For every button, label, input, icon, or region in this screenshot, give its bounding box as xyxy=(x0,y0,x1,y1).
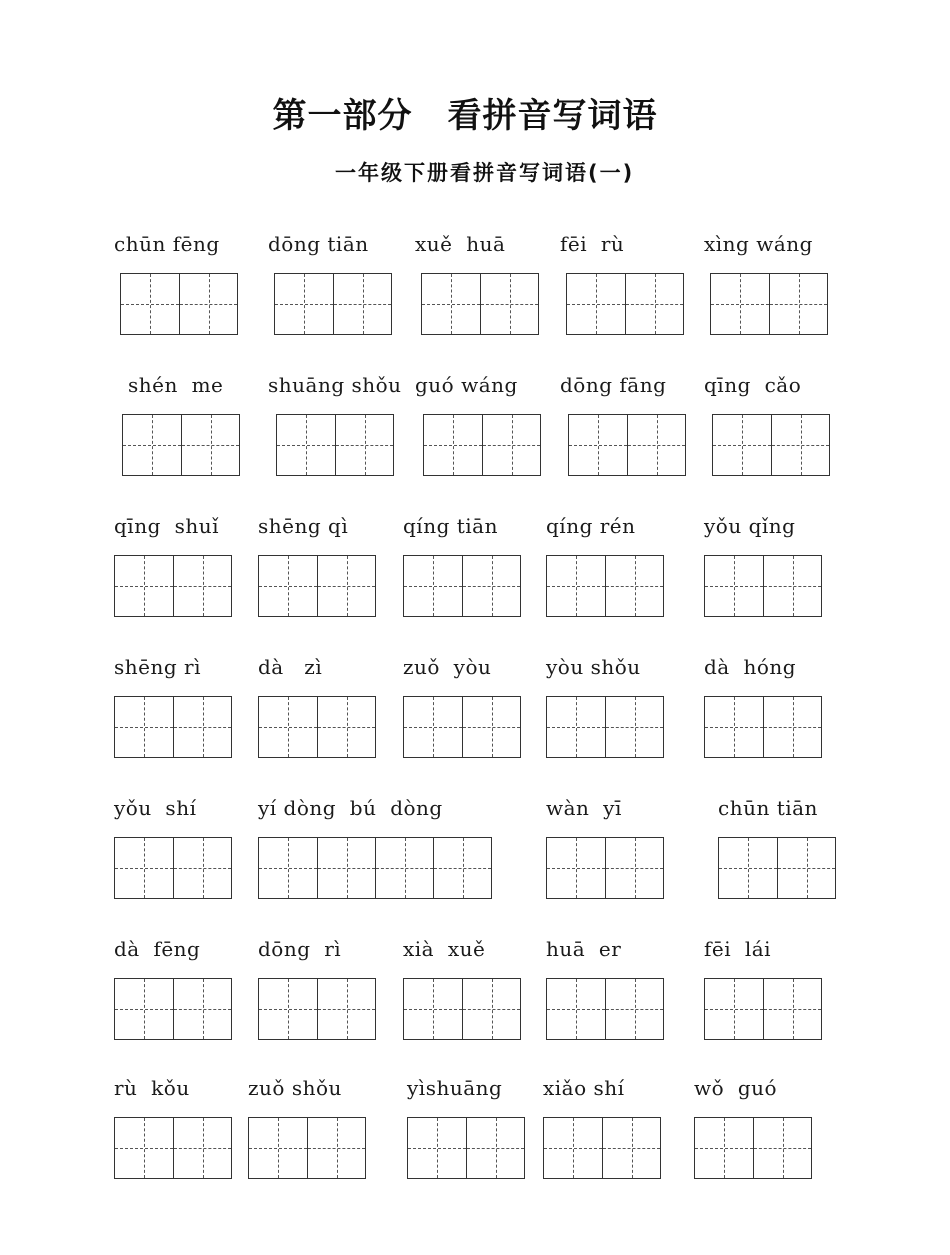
writing-grid[interactable] xyxy=(403,555,521,617)
tianzige-cell[interactable] xyxy=(333,274,391,334)
pinyin-label: huā er xyxy=(546,937,622,961)
writing-grid[interactable] xyxy=(718,837,836,899)
pinyin-label: zuǒ shǒu xyxy=(248,1076,342,1100)
tianzige-cell[interactable] xyxy=(605,838,663,898)
pinyin-label: qīng shuǐ xyxy=(114,514,220,538)
tianzige-cell[interactable] xyxy=(771,415,829,475)
writing-grid[interactable] xyxy=(258,696,376,758)
writing-grid[interactable] xyxy=(421,273,539,335)
tianzige-cell[interactable] xyxy=(181,415,239,475)
pinyin-label: yí dòng bú dòng xyxy=(258,796,443,820)
tianzige-cell[interactable] xyxy=(705,979,763,1039)
tianzige-cell[interactable] xyxy=(424,415,482,475)
writing-grid[interactable] xyxy=(114,837,232,899)
writing-grid[interactable] xyxy=(546,555,664,617)
tianzige-cell[interactable] xyxy=(408,1118,466,1178)
tianzige-cell[interactable] xyxy=(115,838,173,898)
pinyin-label: shuāng shǒu xyxy=(268,373,402,397)
tianzige-cell[interactable] xyxy=(317,979,375,1039)
tianzige-cell[interactable] xyxy=(173,556,231,616)
pinyin-label: shēng qì xyxy=(258,514,349,538)
tianzige-cell[interactable] xyxy=(462,979,520,1039)
tianzige-cell[interactable] xyxy=(173,979,231,1039)
writing-grid[interactable] xyxy=(568,414,686,476)
tianzige-cell[interactable] xyxy=(259,979,317,1039)
writing-grid[interactable] xyxy=(566,273,684,335)
tianzige-cell[interactable] xyxy=(711,274,769,334)
tianzige-cell[interactable] xyxy=(123,415,181,475)
pinyin-label: chūn fēng xyxy=(114,232,220,256)
writing-grid[interactable] xyxy=(704,696,822,758)
writing-grid[interactable] xyxy=(258,555,376,617)
tianzige-cell[interactable] xyxy=(719,838,777,898)
tianzige-cell[interactable] xyxy=(179,274,237,334)
writing-grid[interactable] xyxy=(403,696,521,758)
tianzige-cell[interactable] xyxy=(713,415,771,475)
pinyin-label: yǒu qǐng xyxy=(704,514,796,538)
writing-grid[interactable] xyxy=(546,837,664,899)
tianzige-cell[interactable] xyxy=(433,838,491,898)
tianzige-cell[interactable] xyxy=(480,274,538,334)
tianzige-cell[interactable] xyxy=(605,697,663,757)
pinyin-label: rù kǒu xyxy=(114,1076,190,1100)
tianzige-cell[interactable] xyxy=(404,556,462,616)
writing-grid[interactable] xyxy=(114,1117,232,1179)
writing-grid[interactable] xyxy=(114,555,232,617)
writing-grid[interactable] xyxy=(403,978,521,1040)
tianzige-cell[interactable] xyxy=(605,979,663,1039)
pinyin-label: yǒu shí xyxy=(114,796,197,820)
tianzige-cell[interactable] xyxy=(547,697,605,757)
writing-grid[interactable] xyxy=(543,1117,661,1179)
pinyin-label: dà hóng xyxy=(704,655,797,679)
tianzige-cell[interactable] xyxy=(115,1118,173,1178)
tianzige-cell[interactable] xyxy=(259,838,317,898)
pinyin-label: qíng tiān xyxy=(403,514,498,538)
pinyin-label: qíng rén xyxy=(546,514,636,538)
writing-grid[interactable] xyxy=(704,978,822,1040)
pinyin-label: dōng fāng xyxy=(560,373,667,397)
tianzige-cell[interactable] xyxy=(173,1118,231,1178)
pinyin-label: shén me xyxy=(128,373,224,397)
tianzige-cell[interactable] xyxy=(547,838,605,898)
tianzige-cell[interactable] xyxy=(769,274,827,334)
pinyin-label: fēi rù xyxy=(560,232,625,256)
pinyin-label: zuǒ yòu xyxy=(403,655,492,679)
tianzige-cell[interactable] xyxy=(121,274,179,334)
writing-grid[interactable] xyxy=(423,414,541,476)
writing-grid[interactable] xyxy=(546,696,664,758)
writing-grid[interactable] xyxy=(712,414,830,476)
tianzige-cell[interactable] xyxy=(249,1118,307,1178)
pinyin-label: xiǎo shí xyxy=(543,1076,625,1100)
writing-grid[interactable] xyxy=(274,273,392,335)
tianzige-cell[interactable] xyxy=(466,1118,524,1178)
tianzige-cell[interactable] xyxy=(335,415,393,475)
writing-grid[interactable] xyxy=(122,414,240,476)
tianzige-cell[interactable] xyxy=(605,556,663,616)
tianzige-cell[interactable] xyxy=(547,979,605,1039)
tianzige-cell[interactable] xyxy=(275,274,333,334)
writing-grid[interactable] xyxy=(258,978,376,1040)
writing-grid[interactable] xyxy=(710,273,828,335)
writing-grid[interactable] xyxy=(704,555,822,617)
tianzige-cell[interactable] xyxy=(173,838,231,898)
pinyin-label: qīng cǎo xyxy=(704,373,802,397)
pinyin-label: guó wáng xyxy=(415,373,518,397)
writing-grid[interactable] xyxy=(546,978,664,1040)
pinyin-label: fēi lái xyxy=(704,937,772,961)
tianzige-cell[interactable] xyxy=(317,556,375,616)
tianzige-cell[interactable] xyxy=(115,979,173,1039)
tianzige-cell[interactable] xyxy=(627,415,685,475)
tianzige-cell[interactable] xyxy=(462,556,520,616)
tianzige-cell[interactable] xyxy=(375,838,433,898)
tianzige-cell[interactable] xyxy=(602,1118,660,1178)
tianzige-cell[interactable] xyxy=(753,1118,811,1178)
tianzige-cell[interactable] xyxy=(317,697,375,757)
writing-grid[interactable] xyxy=(114,696,232,758)
tianzige-cell[interactable] xyxy=(569,415,627,475)
writing-grid[interactable] xyxy=(258,837,492,899)
pinyin-label: dà fēng xyxy=(114,937,201,961)
page-title: 第一部分 看拼音写词语 xyxy=(272,96,658,136)
tianzige-cell[interactable] xyxy=(115,556,173,616)
writing-grid[interactable] xyxy=(694,1117,812,1179)
tianzige-cell[interactable] xyxy=(695,1118,753,1178)
tianzige-cell[interactable] xyxy=(544,1118,602,1178)
pinyin-label: xìng wáng xyxy=(704,232,813,256)
tianzige-cell[interactable] xyxy=(307,1118,365,1178)
tianzige-cell[interactable] xyxy=(705,556,763,616)
tianzige-cell[interactable] xyxy=(422,274,480,334)
tianzige-cell[interactable] xyxy=(705,697,763,757)
tianzige-cell[interactable] xyxy=(277,415,335,475)
pinyin-label: wàn yī xyxy=(546,796,622,820)
pinyin-label: dōng rì xyxy=(258,937,342,961)
tianzige-cell[interactable] xyxy=(547,556,605,616)
writing-grid[interactable] xyxy=(407,1117,525,1179)
tianzige-cell[interactable] xyxy=(259,697,317,757)
tianzige-cell[interactable] xyxy=(763,697,821,757)
pinyin-label: wǒ guó xyxy=(694,1076,778,1100)
tianzige-cell[interactable] xyxy=(404,697,462,757)
writing-grid[interactable] xyxy=(248,1117,366,1179)
writing-grid[interactable] xyxy=(114,978,232,1040)
tianzige-cell[interactable] xyxy=(567,274,625,334)
pinyin-label: yìshuāng xyxy=(407,1076,503,1100)
tianzige-cell[interactable] xyxy=(115,697,173,757)
writing-grid[interactable] xyxy=(276,414,394,476)
pinyin-label: chūn tiān xyxy=(718,796,818,820)
writing-grid[interactable] xyxy=(120,273,238,335)
tianzige-cell[interactable] xyxy=(777,838,835,898)
tianzige-cell[interactable] xyxy=(462,697,520,757)
page-subtitle: 一年级下册看拼音写词语(一) xyxy=(335,161,635,185)
tianzige-cell[interactable] xyxy=(317,838,375,898)
tianzige-cell[interactable] xyxy=(625,274,683,334)
pinyin-label: shēng rì xyxy=(114,655,201,679)
tianzige-cell[interactable] xyxy=(404,979,462,1039)
tianzige-cell[interactable] xyxy=(482,415,540,475)
tianzige-cell[interactable] xyxy=(173,697,231,757)
pinyin-label: xià xuě xyxy=(403,937,486,961)
pinyin-label: dōng tiān xyxy=(268,232,369,256)
pinyin-label: dà zì xyxy=(258,655,323,679)
tianzige-cell[interactable] xyxy=(259,556,317,616)
tianzige-cell[interactable] xyxy=(763,979,821,1039)
pinyin-label: xuě huā xyxy=(415,232,506,256)
pinyin-label: yòu shǒu xyxy=(546,655,641,679)
tianzige-cell[interactable] xyxy=(763,556,821,616)
